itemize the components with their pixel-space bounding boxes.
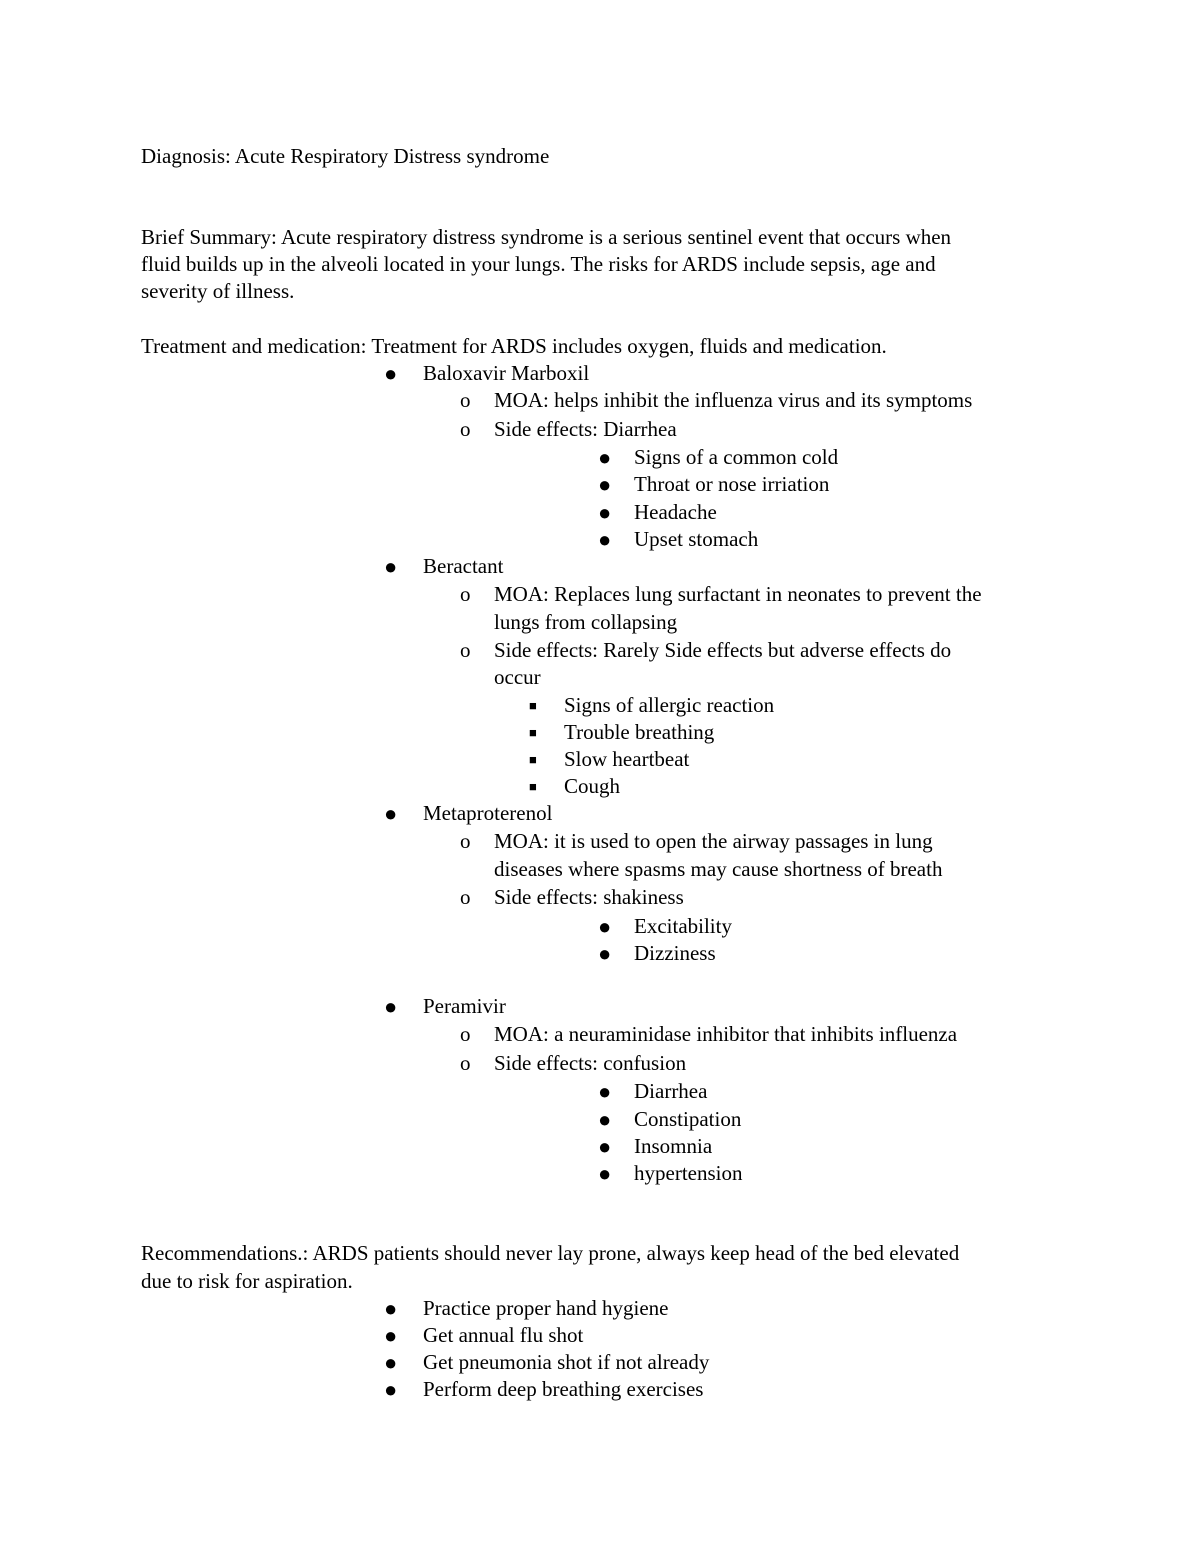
treatment-intro: Treatment and medication: Treatment for ARDS includes oxygen, fluids and medication. [141, 334, 887, 358]
med-name: Metaproterenol [423, 801, 553, 825]
circle-bullet-icon: o [460, 885, 471, 909]
side-effect-item: Slow heartbeat [564, 747, 690, 771]
recommendation-item: Practice proper hand hygiene [423, 1296, 669, 1320]
side-effect-item: Cough [564, 774, 621, 798]
square-bullet-icon: ■ [529, 752, 537, 767]
side-effect-item: hypertension [634, 1161, 743, 1185]
med-moa: MOA: a neuraminidase inhibitor that inhibits influenza [494, 1022, 958, 1046]
med-moa-continued: lungs from collapsing [494, 610, 678, 634]
med-side-effects-continued: occur [494, 665, 541, 689]
circle-bullet-icon: o [460, 388, 471, 412]
circle-bullet-icon: o [460, 1051, 471, 1075]
bullet-icon: ● [384, 361, 398, 386]
med-moa: MOA: Replaces lung surfactant in neonates to prevent the [494, 582, 982, 606]
circle-bullet-icon: o [460, 1022, 471, 1046]
recommendation-item: Perform deep breathing exercises [423, 1377, 704, 1401]
med-side-effects: Side effects: confusion [494, 1051, 687, 1075]
side-effect-item: Diarrhea [634, 1079, 708, 1103]
bullet-icon: ● [598, 1079, 612, 1104]
med-side-effects: Side effects: Diarrhea [494, 417, 677, 441]
med-moa: MOA: helps inhibit the influenza virus and its symptoms [494, 388, 973, 412]
bullet-icon: ● [598, 1134, 612, 1159]
bullet-icon: ● [384, 1296, 398, 1321]
med-side-effects: Side effects: shakiness [494, 885, 684, 909]
bullet-icon: ● [598, 527, 612, 552]
bullet-icon: ● [384, 1350, 398, 1375]
side-effect-item: Dizziness [634, 941, 716, 965]
bullet-icon: ● [598, 472, 612, 497]
recommendations-line-1: Recommendations.: ARDS patients should never lay prone, always keep head of the bed elevated [141, 1241, 960, 1265]
circle-bullet-icon: o [460, 417, 471, 441]
side-effect-item: Signs of a common cold [634, 445, 839, 469]
bullet-icon: ● [384, 554, 398, 579]
side-effect-item: Headache [634, 500, 717, 524]
side-effect-item: Throat or nose irriation [634, 472, 830, 496]
bullet-icon: ● [598, 941, 612, 966]
side-effect-item: Upset stomach [634, 527, 759, 551]
side-effect-item: Insomnia [634, 1134, 713, 1158]
side-effect-item: Trouble breathing [564, 720, 715, 744]
circle-bullet-icon: o [460, 582, 471, 606]
recommendation-item: Get annual flu shot [423, 1323, 584, 1347]
summary-line-3: severity of illness. [141, 279, 295, 303]
diagnosis-line: Diagnosis: Acute Respiratory Distress syndrome [141, 144, 550, 168]
square-bullet-icon: ■ [529, 698, 537, 713]
square-bullet-icon: ■ [529, 725, 537, 740]
summary-line-2: fluid builds up in the alveoli located in your lungs. The risks for ARDS include sepsis, age and [141, 252, 936, 276]
side-effect-item: Signs of allergic reaction [564, 693, 775, 717]
med-name: Baloxavir Marboxil [423, 361, 590, 385]
med-name: Beractant [423, 554, 504, 578]
bullet-icon: ● [598, 914, 612, 939]
bullet-icon: ● [384, 801, 398, 826]
circle-bullet-icon: o [460, 638, 471, 662]
bullet-icon: ● [598, 500, 612, 525]
bullet-icon: ● [384, 1377, 398, 1402]
recommendations-line-2: due to risk for aspiration. [141, 1269, 353, 1293]
med-name: Peramivir [423, 994, 506, 1018]
bullet-icon: ● [598, 1107, 612, 1132]
bullet-icon: ● [598, 1161, 612, 1186]
side-effect-item: Constipation [634, 1107, 742, 1131]
med-moa: MOA: it is used to open the airway passages in lung [494, 829, 933, 853]
bullet-icon: ● [598, 445, 612, 470]
bullet-icon: ● [384, 1323, 398, 1348]
med-moa-continued: diseases where spasms may cause shortness of breath [494, 857, 943, 881]
summary-line-1: Brief Summary: Acute respiratory distress syndrome is a serious sentinel event that occurs when [141, 225, 952, 249]
med-side-effects: Side effects: Rarely Side effects but adverse effects do [494, 638, 952, 662]
square-bullet-icon: ■ [529, 779, 537, 794]
recommendation-item: Get pneumonia shot if not already [423, 1350, 710, 1374]
circle-bullet-icon: o [460, 829, 471, 853]
bullet-icon: ● [384, 994, 398, 1019]
side-effect-item: Excitability [634, 914, 732, 938]
